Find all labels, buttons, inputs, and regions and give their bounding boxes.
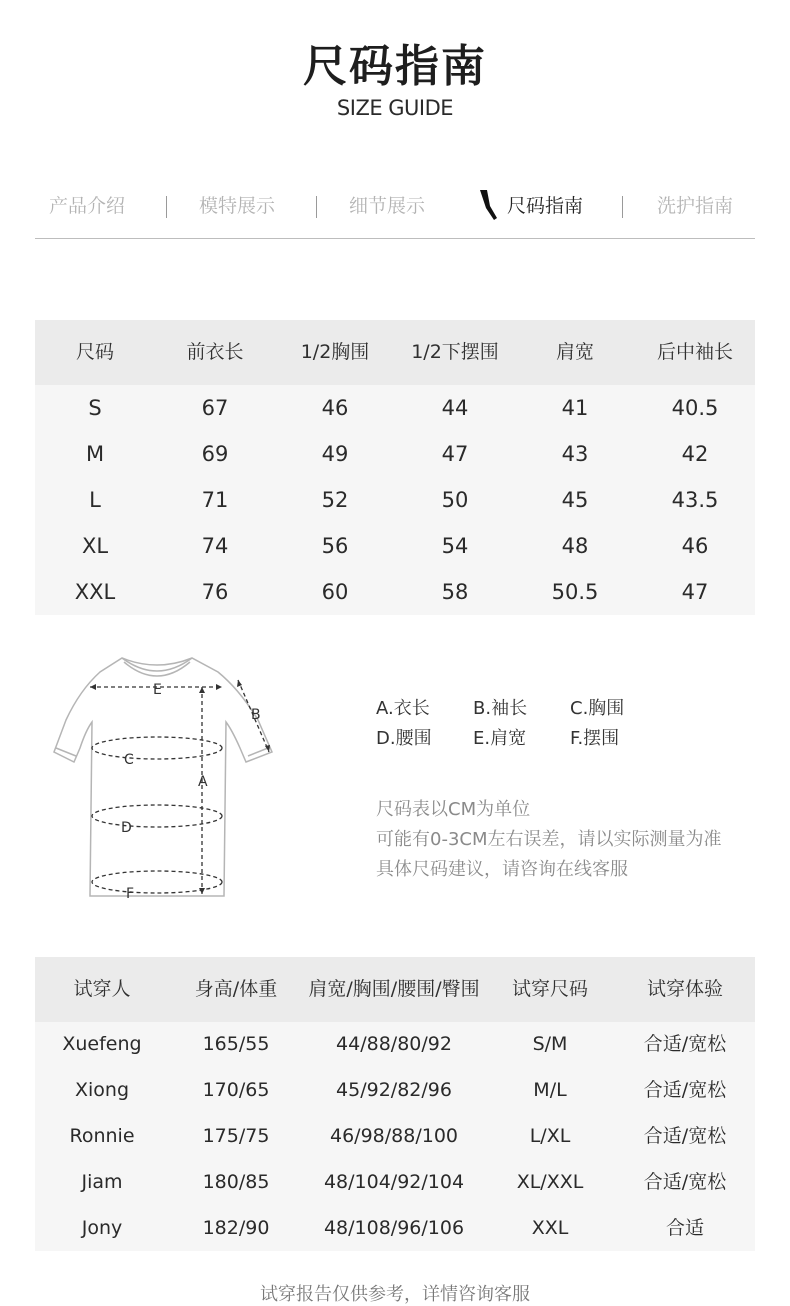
table-row [35,385,755,431]
table-cell: L [89,488,101,512]
nav-underline [35,238,755,239]
table-cell: 合适 [665,1217,704,1239]
table-row [35,1022,755,1068]
diagram-label-f: F [126,886,135,902]
table-cell: 52 [321,488,349,512]
table-cell: Xuefeng [62,1033,142,1055]
table-cell: M [85,442,105,466]
table-row [35,1206,755,1252]
section-nav [35,188,755,224]
nav-item-product-intro[interactable]: 产品介绍 [49,195,126,217]
table-cell: 54 [441,534,469,558]
column-header: 试穿体验 [646,978,723,1000]
column-header: 前衣长 [186,341,244,363]
table-cell: 50 [441,488,469,512]
table-cell: 48/108/96/106 [323,1217,465,1239]
table-cell: 69 [201,442,229,466]
table-cell: L/XL [529,1125,571,1147]
table-cell: 71 [201,488,229,512]
table-row [35,431,755,477]
footer-disclaimer: 试穿报告仅供参考，详情咨询客服 [260,1284,530,1305]
diagram-label-a: A [198,774,208,790]
table-cell: XL [81,534,109,558]
table-cell: M/L [533,1079,567,1101]
table-cell: 43.5 [671,488,719,512]
legend-item: C.胸围 [570,698,625,719]
nav-item-model-display[interactable]: 模特展示 [199,195,276,217]
note-line: 尺码表以CM为单位 [376,799,531,820]
column-header: 身高/体重 [194,978,278,1000]
table-cell: 175/75 [202,1125,270,1147]
table-cell: 48/104/92/104 [323,1171,465,1193]
column-header: 肩宽/胸围/腰围/臀围 [308,978,480,1000]
table-cell: 46 [321,396,349,420]
column-header: 肩宽 [555,341,594,363]
table-cell: 46/98/88/100 [330,1125,458,1147]
column-header: 1/2下摆围 [411,341,499,363]
table-cell: 49 [321,442,349,466]
column-header: 1/2胸围 [300,341,370,363]
tshirt-measurement-diagram [50,650,280,910]
table-cell: 50.5 [551,580,599,604]
table-cell: 45/92/82/96 [336,1079,452,1101]
size-table-header [35,320,755,385]
table-cell: Jony [81,1217,123,1239]
table-cell: 合适/宽松 [643,1033,727,1055]
table-cell: 58 [441,580,469,604]
page-subtitle: SIZE GUIDE [336,96,454,120]
tryon-table [35,957,755,1251]
table-cell: 40.5 [671,396,719,420]
table-cell: Ronnie [69,1125,135,1147]
table-row [35,569,755,615]
tryon-table-header [35,957,755,1022]
table-cell: 76 [201,580,229,604]
table-cell: 56 [321,534,349,558]
column-header: 试穿人 [73,978,131,1000]
table-cell: 45 [561,488,589,512]
table-cell: 41 [561,396,589,420]
diagram-label-e: E [153,682,162,698]
column-header: 尺码 [75,341,114,363]
legend-item: D.腰围 [376,728,432,749]
table-cell: XXL [531,1217,569,1239]
table-cell: S/M [532,1033,568,1055]
note-line: 具体尺码建议，请咨询在线客服 [376,859,628,880]
table-row [35,1160,755,1206]
table-row [35,1114,755,1160]
legend-item: A.衣长 [376,698,430,719]
table-cell: 合适/宽松 [643,1171,727,1193]
table-cell: Xiong [74,1079,130,1101]
column-header: 试穿尺码 [511,978,588,1000]
table-cell: 165/55 [202,1033,270,1055]
table-cell: Jiam [81,1171,123,1193]
tshirt-outline-icon [50,650,280,910]
active-marker-icon [477,188,499,222]
table-cell: 合适/宽松 [643,1125,727,1147]
table-row [35,523,755,569]
column-header: 后中袖长 [656,341,733,363]
table-cell: XXL [74,580,116,604]
table-cell: 46 [681,534,709,558]
diagram-label-d: D [121,820,132,836]
table-row [35,477,755,523]
table-cell: 42 [681,442,709,466]
nav-item-size-guide[interactable]: 尺码指南 [507,195,584,217]
table-cell: 182/90 [202,1217,270,1239]
table-cell: 48 [561,534,589,558]
table-cell: 60 [321,580,349,604]
nav-item-detail-display[interactable]: 细节展示 [349,195,426,217]
table-cell: 170/65 [202,1079,270,1101]
table-cell: 47 [681,580,709,604]
nav-divider [622,196,623,218]
table-row [35,1068,755,1114]
legend-item: E.肩宽 [473,728,527,749]
nav-divider [166,196,167,218]
size-table [35,320,755,615]
legend-item: B.袖长 [473,698,528,719]
page-title: 尺码指南 [303,41,487,92]
nav-item-care-guide[interactable]: 洗护指南 [657,195,734,217]
table-cell: 180/85 [202,1171,270,1193]
table-cell: 44 [441,396,469,420]
table-cell: S [88,396,102,420]
legend-item: F.摆围 [570,728,620,749]
note-line: 可能有0-3CM左右误差，请以实际测量为准 [376,829,722,850]
table-cell: 合适/宽松 [643,1079,727,1101]
table-cell: 47 [441,442,469,466]
diagram-label-b: B [251,707,261,723]
diagram-label-c: C [124,752,134,768]
nav-divider [316,196,317,218]
table-cell: XL/XXL [516,1171,584,1193]
table-cell: 44/88/80/92 [336,1033,452,1055]
table-cell: 43 [561,442,589,466]
table-cell: 67 [201,396,229,420]
table-cell: 74 [201,534,229,558]
